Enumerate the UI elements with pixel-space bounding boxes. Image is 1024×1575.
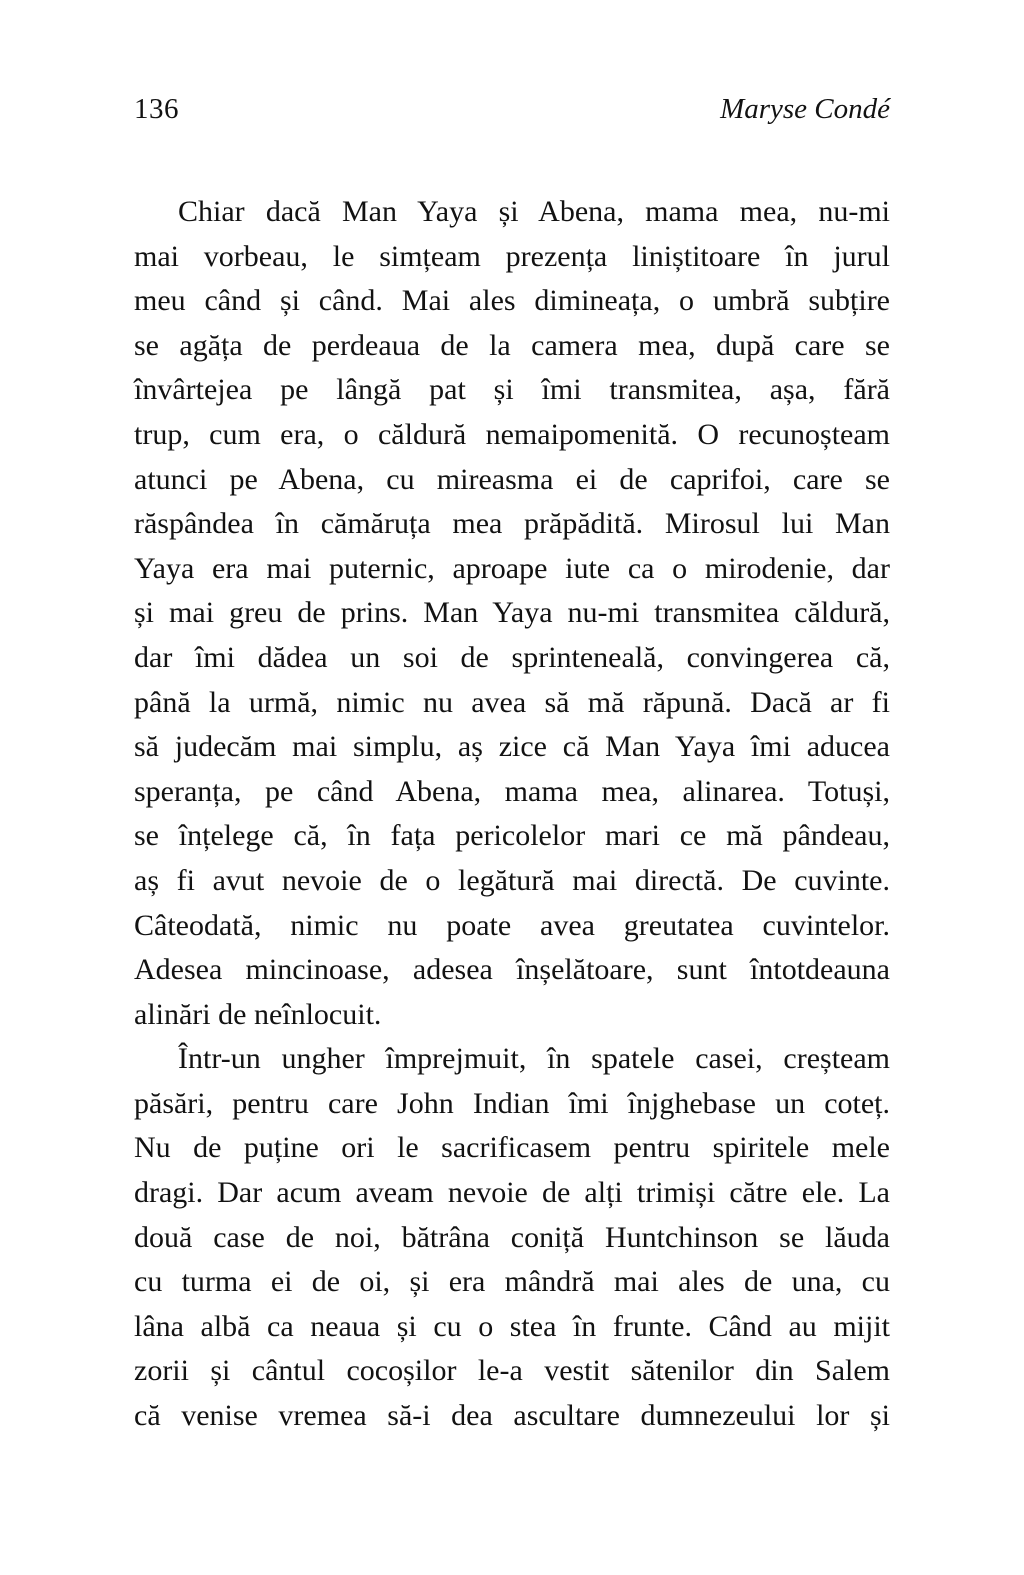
text-line: Câteodată, nimic nu poate avea greutatea cuvintelor.	[134, 908, 890, 942]
text-line: alinări de neînlocuit.	[134, 997, 382, 1031]
text-line: se agăța de perdeaua de la camera mea, după care se	[134, 328, 890, 362]
text-line: că venise vremea să-i dea ascultare dumnezeului lor și	[134, 1399, 890, 1433]
text-line: răspândea în cămăruța mea prăpădită. Mirosul lui Man	[134, 507, 890, 541]
text-line: și mai greu de prins. Man Yaya nu-mi transmitea căldură,	[134, 596, 890, 630]
text-line: Într-un ungher împrejmuit, în spatele casei, creșteam	[178, 1042, 890, 1076]
text-line: atunci pe Abena, cu mireasma ei de caprifoi, care se	[134, 462, 890, 496]
text-line: păsări, pentru care John Indian îmi înjghebase un coteț.	[134, 1086, 890, 1120]
text-line: Adesea mincinoase, adesea înșelătoare, sunt întotdeauna	[134, 953, 890, 987]
body-text	[134, 190, 890, 1439]
page-number: 136	[134, 93, 179, 125]
text-line: aș fi avut nevoie de o legătură mai directă. De cuvinte.	[134, 863, 890, 897]
text-line: să judecăm mai simplu, aș zice că Man Yaya îmi aducea	[134, 730, 890, 764]
text-line: învârtejea pe lângă pat și îmi transmitea, așa, fără	[134, 373, 890, 407]
running-header	[134, 93, 890, 125]
text-line: dar îmi dădea un soi de sprinteneală, convingerea că,	[134, 640, 890, 674]
text-line: două case de noi, bătrâna coniță Huntchinson se lăuda	[134, 1220, 890, 1254]
text-line: speranța, pe când Abena, mama mea, alinarea. Totuși,	[134, 774, 890, 808]
text-line: lâna albă ca neaua și cu o stea în frunte. Când au mijit	[134, 1309, 890, 1343]
text-line: se înțelege că, în fața pericolelor mari ce mă pândeau,	[134, 819, 890, 853]
text-line: dragi. Dar acum aveam nevoie de alți trimiși către ele. La	[134, 1176, 890, 1210]
paragraph	[134, 190, 890, 1037]
text-line: meu când și când. Mai ales dimineața, o umbră subțire	[134, 284, 890, 318]
text-line: trup, cum era, o căldură nemaipomenită. O recunoșteam	[134, 417, 890, 451]
text-line: Yaya era mai puternic, aproape iute ca o mirodenie, dar	[134, 551, 890, 585]
text-line: mai vorbeau, le simțeam prezența liniștitoare în jurul	[134, 239, 890, 273]
text-line: Nu de puține ori le sacrificasem pentru spiritele mele	[134, 1131, 890, 1165]
text-line: până la urmă, nimic nu avea să mă răpună. Dacă ar fi	[134, 685, 890, 719]
text-line: Chiar dacă Man Yaya și Abena, mama mea, nu-mi	[178, 195, 890, 228]
text-line: zorii și cântul cocoșilor le-a vestit sătenilor din Salem	[134, 1354, 890, 1388]
text-line: cu turma ei de oi, și era mândră mai ales de una, cu	[134, 1265, 890, 1299]
running-header-author: Maryse Condé	[720, 93, 890, 125]
paragraph	[134, 1037, 890, 1438]
